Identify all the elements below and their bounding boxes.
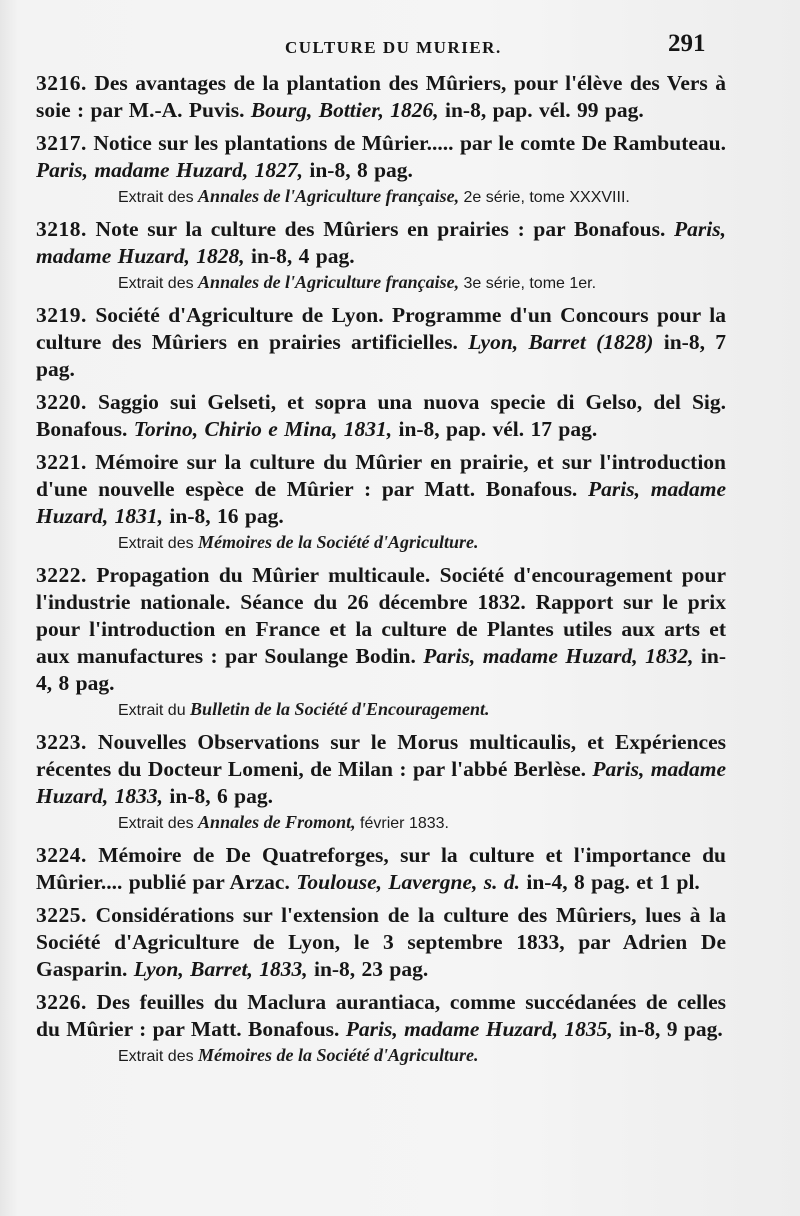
entry-details: in-8, pap. vél. 17 pag. [398,417,598,441]
entry-details: in-8, 6 pag. [169,784,273,808]
entry-text [36,70,726,124]
entry-title: Mémoire de De Quatreforges, sur la culture et l'importance du Mûrier.... publié par Arzac. [36,843,727,894]
entry-3223 [36,729,726,836]
note-source: Annales de l'Agriculture française, [198,186,460,206]
entry-number: 3217. [36,131,87,155]
entry-title: Des avantages de la plantation des Mûriers, pour l'élève des Vers à soie : par M.-A. Puvis. [36,71,727,122]
entry-title: Note sur la culture des Mûriers en prairies : par Bonafous. [95,217,666,241]
entry-3218 [36,216,726,296]
entry-imprint: Torino, Chirio e Mina, 1831, [133,417,393,441]
page-header [0,30,800,62]
note-source: Bulletin de la Société d'Encouragement. [190,699,490,719]
entry-number: 3218. [36,217,87,241]
entry-number: 3224. [36,843,87,867]
entry-imprint: Lyon, Barret (1828) [468,330,654,354]
entry-3226 [36,989,726,1069]
entry-text [36,729,726,810]
entry-3216 [36,70,726,124]
entry-number: 3221. [36,450,87,474]
bibliography-list [36,70,726,1075]
note-prefix: Extrait des [118,815,194,832]
entry-title: Société d'Agriculture de Lyon. Programme d'un Concours pour la culture des Mûriers en prairies artificielles. [36,303,726,354]
entry-imprint: Paris, madame Huzard, 1831, [36,477,726,528]
note-prefix: Extrait des [118,275,194,292]
entry-text [36,389,726,443]
entry-text [36,130,726,184]
entry-number: 3226. [36,990,87,1014]
entry-details: in-8, 8 pag. [309,158,413,182]
entry-imprint: Paris, madame Huzard, 1835, [345,1017,613,1041]
entry-imprint: Paris, madame Huzard, 1833, [36,757,726,808]
note-prefix: Extrait des [118,1048,194,1065]
entry-details: in-4, 8 pag. [36,644,727,695]
entry-3221 [36,449,726,556]
entry-details: in-8, pap. vél. 99 pag. [444,98,644,122]
entry-number: 3225. [36,903,87,927]
entry-details: in-8, 9 pag. [619,1017,723,1041]
entry-text [36,902,726,983]
entry-3225 [36,902,726,983]
entry-note [36,530,726,556]
entry-note [36,1043,726,1069]
note-suffix: 3e série, tome 1er. [463,275,597,292]
entry-3220 [36,389,726,443]
entry-details: in-8, 7 pag. [36,330,727,381]
entry-text [36,989,726,1043]
entry-3217 [36,130,726,210]
entry-3224 [36,842,726,896]
entry-note [36,810,726,836]
note-suffix: 2e série, tome XXXVIII. [463,189,630,206]
entry-details: in-8, 23 pag. [313,957,429,981]
entry-imprint: Paris, madame Huzard, 1827, [36,158,303,182]
entry-details: in-4, 8 pag. et 1 pl. [526,870,700,894]
entry-text [36,216,726,270]
entry-number: 3223. [36,730,87,754]
note-source: Mémoires de la Société d'Agriculture. [198,1045,479,1065]
entry-number: 3220. [36,390,87,414]
entry-imprint: Paris, madame Huzard, 1832, [423,644,694,668]
entry-text [36,302,726,383]
entry-number: 3222. [36,563,87,587]
entry-number: 3216. [36,71,87,95]
note-source: Mémoires de la Société d'Agriculture. [198,532,479,552]
entry-title: Mémoire sur la culture du Mûrier en prairie, et sur l'introduction d'une nouvelle espèce de Mûrier : par Matt. Bonafous. [36,450,726,501]
note-source: Annales de l'Agriculture française, [198,272,460,292]
entry-text [36,562,726,697]
entry-3219 [36,302,726,383]
entry-3222 [36,562,726,723]
entry-title: Nouvelles Observations sur le Morus multicaulis, et Expériences récentes du Docteur Lomeni, de Milan : par l'abbé Berlèse. [36,730,726,781]
entry-title: Saggio sui Gelseti, et sopra una nuova specie di Gelso, del Sig. Bonafous. [36,390,727,441]
entry-note [36,697,726,723]
entry-title: Propagation du Mûrier multicaule. Société d'encouragement pour l'industrie nationale. Séance du 26 décembre 1832. Rapport sur le prix pour l'introduction en France et la culture de Plantes utiles aux arts et aux manufactures : par Soulange Bodin. [36,563,726,668]
entry-title: Considérations sur l'extension de la culture des Mûriers, lues à la Société d'Agriculture de Lyon, le 3 septembre 1833, par Adrien De Gasparin. [36,903,726,981]
entry-imprint: Bourg, Bottier, 1826, [250,98,439,122]
running-title: CULTURE DU MURIER. [285,38,502,57]
entry-title: Des feuilles du Maclura aurantiaca, comme succédanées de celles du Mûrier : par Matt. Bonafous. [36,990,727,1041]
entry-imprint: Toulouse, Lavergne, s. d. [296,870,520,894]
note-prefix: Extrait des [118,535,194,552]
entry-text [36,842,726,896]
entry-imprint: Paris, madame Huzard, 1828, [36,217,726,268]
note-prefix: Extrait des [118,189,194,206]
note-suffix: février 1833. [360,815,449,832]
note-source: Annales de Fromont, [198,812,356,832]
entry-imprint: Lyon, Barret, 1833, [133,957,308,981]
note-prefix: Extrait du [118,702,186,719]
entry-details: in-8, 16 pag. [169,504,284,528]
entry-note [36,184,726,210]
entry-title: Notice sur les plantations de Mûrier..... par le comte De Rambuteau. [93,131,727,155]
entry-number: 3219. [36,303,87,327]
entry-details: in-8, 4 pag. [251,244,355,268]
entry-text [36,449,726,530]
entry-note [36,270,726,296]
page-number: 291 [668,30,706,57]
